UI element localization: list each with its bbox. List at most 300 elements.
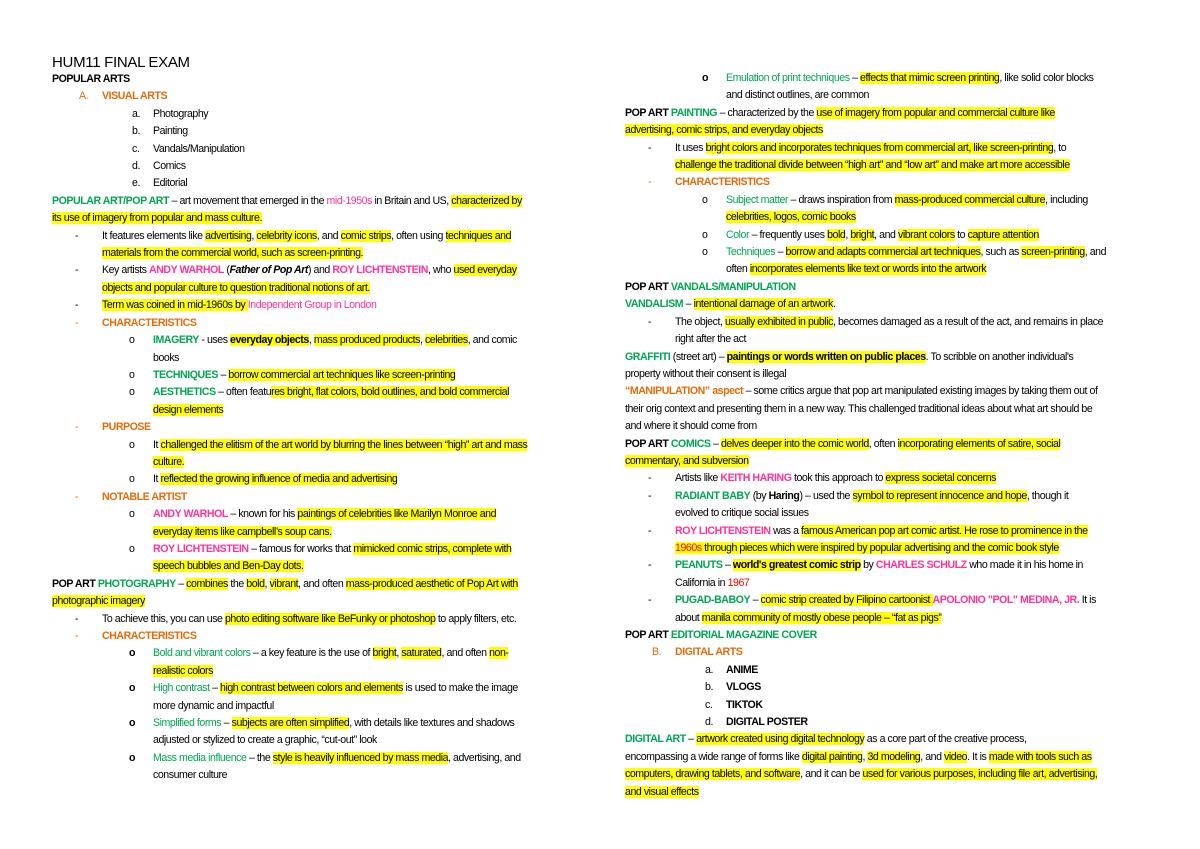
list-item <box>52 384 572 419</box>
list-marker: - <box>75 316 79 329</box>
list-marker: - <box>648 489 652 502</box>
text-line <box>675 488 1153 505</box>
text-run: EDITORIAL MAGAZINE COVER <box>670 629 817 641</box>
list-marker: - <box>648 559 652 572</box>
list-marker: o <box>129 717 136 730</box>
text-run: , and it can be <box>800 768 863 781</box>
text-run: challenged the elitism of the art world by blurring the lines between “high” art and mass <box>160 438 528 451</box>
text-run: POP ART <box>625 106 671 119</box>
list-item <box>52 437 572 472</box>
text-run: – <box>221 717 232 730</box>
text-line <box>52 193 572 210</box>
text-run: RADIANT BABY <box>675 489 751 502</box>
text-run: incorporating elements of satire, social <box>897 437 1061 450</box>
text-run: , often using <box>391 229 446 242</box>
text-run: objects and popular culture to question traditional notions of art. <box>102 281 370 294</box>
text-line <box>153 332 572 349</box>
list-marker: c. <box>132 142 140 155</box>
text-run: incorporates elements like text or words into the artwork <box>749 263 987 276</box>
list-marker: a. <box>132 107 140 120</box>
text-run: POP ART <box>625 280 671 293</box>
text-line <box>726 192 1153 209</box>
text-run: property without their consent is illegal <box>625 367 787 380</box>
text-run: – <box>722 559 733 572</box>
text-run: Subject matter <box>726 193 789 206</box>
text-run: is used to make the image <box>402 682 518 695</box>
text-run: its use of imagery from popular and mass culture. <box>52 212 262 225</box>
text-run: subjects are often simplified <box>231 717 350 730</box>
text-run: materials from the commercial world, such as screen-printing. <box>102 247 364 260</box>
list-marker: o <box>129 368 135 381</box>
text-run: (by <box>750 489 769 502</box>
text-run: , and often <box>298 577 346 590</box>
text-line <box>153 732 572 749</box>
list-item <box>52 123 572 140</box>
text-run: photo editing software like BeFunky or photoshop <box>224 612 436 625</box>
text-line <box>625 766 1153 783</box>
text-run: bold <box>827 228 846 241</box>
list-item <box>52 228 572 263</box>
text-line <box>675 470 1153 487</box>
text-line <box>102 88 572 105</box>
text-run: – famous for works that <box>248 542 354 555</box>
list-marker: e. <box>132 177 140 190</box>
list-item <box>52 332 572 367</box>
list-item <box>625 679 1153 696</box>
text-run: the <box>227 577 247 590</box>
list-item <box>625 662 1153 679</box>
list-item <box>52 262 572 297</box>
text-line <box>153 367 572 384</box>
text-run: It <box>153 473 161 486</box>
text-run: delves deeper into the comic world <box>720 437 869 450</box>
text-run: and visual effects <box>625 785 699 798</box>
list-item <box>625 314 1153 349</box>
text-run: ( <box>223 264 230 277</box>
text-line <box>102 628 572 645</box>
list-marker: o <box>129 647 136 660</box>
text-run: Term was coined in mid-1960s by <box>102 299 248 312</box>
text-run: , and <box>316 229 341 242</box>
list-marker: o <box>129 473 135 486</box>
list-item <box>625 470 1153 487</box>
text-run: , <box>308 334 314 347</box>
text-run: To achieve this, you can use <box>102 612 225 625</box>
text-line <box>675 174 1153 191</box>
text-line <box>625 122 1153 139</box>
text-run: NOTABLE ARTIST <box>102 490 187 503</box>
text-run: ) – used the <box>799 489 853 502</box>
text-line <box>153 524 572 541</box>
list-item <box>52 506 572 541</box>
text-run: Photography <box>153 107 209 120</box>
list-item <box>625 557 1153 592</box>
text-run: advertising, comic strips, and everyday objects <box>625 124 823 137</box>
list-item <box>625 488 1153 523</box>
text-run: . <box>832 298 836 311</box>
text-run: , to <box>1053 141 1067 154</box>
list-marker: o <box>129 682 136 695</box>
text-line <box>625 627 1153 644</box>
text-line <box>153 541 572 558</box>
list-item <box>52 315 572 332</box>
text-run: mass-produced aesthetic of Pop Art with <box>345 577 518 590</box>
paragraph <box>625 731 1153 801</box>
text-run: High contrast <box>153 682 210 695</box>
list-marker: - <box>75 490 79 503</box>
text-run: HUM11 FINAL EXAM <box>52 54 190 71</box>
text-run: advertising <box>205 229 252 242</box>
text-run: used everyday <box>453 264 517 277</box>
text-line <box>675 314 1153 331</box>
list-item <box>52 88 572 105</box>
text-run: – some critics argue that pop art manipulated existing images by taking them out of <box>743 385 1098 398</box>
text-line <box>153 558 572 575</box>
text-run: – <box>710 437 721 450</box>
text-run: VLOGS <box>726 681 761 694</box>
text-run: who made it in his home in <box>966 559 1083 572</box>
text-run: Color <box>726 228 750 241</box>
text-run: ) and <box>307 264 333 277</box>
text-run: POP ART <box>625 629 671 641</box>
text-run: TECHNIQUES <box>153 368 218 381</box>
list-marker: a. <box>705 663 713 676</box>
text-line <box>153 402 572 419</box>
text-line <box>675 540 1153 557</box>
text-run: world's greatest comic strip <box>732 559 861 572</box>
text-run: – often featu <box>215 386 272 399</box>
text-line <box>625 418 1153 435</box>
text-run: GRAFFITI <box>625 350 671 363</box>
text-run: – art movement that emerged in the <box>169 194 327 207</box>
text-line <box>726 209 1153 226</box>
text-run: – <box>175 577 187 590</box>
list-marker: o <box>702 246 708 259</box>
paragraph <box>625 279 1153 296</box>
text-run: , <box>264 577 270 590</box>
text-run: 3d modeling <box>867 750 921 763</box>
text-line <box>625 731 1153 748</box>
text-run: famous American pop art comic artist. He <box>801 524 980 537</box>
text-run: style is heavily influenced by mass media <box>272 751 449 764</box>
list-marker: A. <box>79 90 89 103</box>
list-marker: o <box>129 751 136 764</box>
text-line <box>675 140 1153 157</box>
list-marker: - <box>648 524 652 537</box>
text-line <box>625 366 1153 383</box>
text-run: It <box>153 438 161 451</box>
list-item <box>625 174 1153 191</box>
text-run: paintings or words written on public places <box>726 350 926 363</box>
list-item <box>52 297 572 314</box>
text-run: – <box>683 298 694 311</box>
paragraph <box>625 627 1153 644</box>
text-line <box>675 557 1153 574</box>
text-line <box>153 715 572 732</box>
text-run: intentional damage of an artwork <box>693 298 833 311</box>
paragraph <box>52 576 572 611</box>
text-run: , and often <box>441 647 490 660</box>
text-run: used for various purposes, including file art, advertising, <box>862 768 1098 781</box>
text-line <box>102 297 572 314</box>
text-run: non- <box>489 647 509 660</box>
text-line <box>153 350 572 367</box>
text-run: their orig context and presenting them in a new way. This challenged traditional ideas about what art should be <box>625 402 1093 415</box>
text-run: commentary, and subversion <box>625 454 749 467</box>
text-run: vibrant <box>269 577 299 590</box>
list-item <box>52 489 572 506</box>
text-run: techniques and <box>445 229 512 242</box>
text-line <box>102 315 572 332</box>
list-marker: b. <box>705 681 713 694</box>
text-line <box>153 471 572 488</box>
text-run: , <box>419 334 425 347</box>
text-run: VISUAL ARTS <box>102 90 168 103</box>
text-run: mimicked comic strips, complete with <box>353 542 512 555</box>
list-item <box>625 140 1153 175</box>
text-run: mass produced products <box>313 334 420 347</box>
text-run: celebrity icons <box>256 229 317 242</box>
paragraph <box>625 349 1153 384</box>
text-run: ANDY WARHOL <box>153 508 228 521</box>
text-run: through pieces which were inspired by popular advertising and the comic book style <box>701 541 1059 554</box>
text-run: VANDALS/MANIPULATION <box>670 280 796 293</box>
text-run: celebrities <box>424 334 468 347</box>
text-run: everyday objects <box>230 334 309 347</box>
text-run: CHARACTERISTICS <box>102 630 197 642</box>
text-run: – frequently uses <box>749 228 828 241</box>
text-run: books <box>153 351 180 364</box>
text-line <box>726 87 1153 104</box>
list-marker: o <box>129 386 135 399</box>
list-item <box>625 592 1153 627</box>
list-marker: - <box>648 176 652 189</box>
text-run: 1960s <box>675 541 702 554</box>
text-line <box>675 575 1153 592</box>
text-line <box>153 384 572 401</box>
text-line <box>675 592 1153 609</box>
text-run: Bold and vibrant colors <box>153 647 251 660</box>
text-line <box>726 261 1153 278</box>
paragraph <box>52 193 572 228</box>
text-run: Comics <box>153 160 186 173</box>
text-run: to apply filters, etc. <box>435 612 517 625</box>
text-run: AESTHETICS <box>153 386 216 399</box>
text-run: – known for his <box>227 508 298 521</box>
text-run: 1967 <box>727 576 750 589</box>
text-run: PHOTOGRAPHY <box>97 577 176 590</box>
text-run: Painting <box>153 125 188 138</box>
text-line <box>153 141 572 158</box>
text-run: ANDY WARHOL <box>149 264 224 277</box>
text-line <box>153 437 572 454</box>
text-run: borrow commercial art techniques like screen-printing <box>228 368 456 381</box>
list-item <box>625 697 1153 714</box>
list-item <box>52 471 572 488</box>
text-line <box>102 419 572 436</box>
document-title <box>52 54 572 71</box>
text-line <box>102 489 572 506</box>
text-run: - uses <box>198 334 231 347</box>
text-run: CHARACTERISTICS <box>102 316 197 329</box>
text-line <box>102 611 572 628</box>
text-run: digital painting <box>801 750 863 763</box>
text-run: VANDALISM <box>625 298 684 311</box>
text-run: as a core part of the creative process, <box>864 733 1027 746</box>
list-marker: - <box>75 630 79 642</box>
list-item <box>52 645 572 680</box>
text-line <box>625 279 1153 296</box>
text-run: ROY LICHTENSTEIN <box>153 542 249 555</box>
text-line <box>726 697 1153 714</box>
text-run: express societal concerns <box>885 472 997 485</box>
text-run: right after the act <box>675 333 746 346</box>
text-run: made with tools such as <box>988 750 1092 763</box>
text-run: PEANUTS <box>675 559 723 572</box>
text-line <box>726 227 1153 244</box>
text-run: challenge the traditional divide between “high art” and “low art” and make art more accessible <box>675 159 1070 172</box>
text-run: bright colors and incorporates techniques from commercial art, like screen-printing <box>705 141 1054 154</box>
text-run: bright <box>850 228 875 241</box>
text-run: – draws inspiration from <box>788 193 895 206</box>
list-marker: o <box>129 508 135 521</box>
list-marker: - <box>75 264 79 277</box>
text-run: Haring <box>768 489 800 502</box>
text-run: , with details like textures and shadows <box>349 717 515 730</box>
text-run: , though it <box>1026 489 1069 502</box>
text-run: characterized by <box>451 194 522 207</box>
text-line <box>153 175 572 192</box>
paragraph <box>625 383 1153 435</box>
text-line <box>52 54 572 71</box>
text-run: , <box>396 647 402 660</box>
text-run: – a key feature is the use of <box>250 647 373 660</box>
text-run: KEITH HARING <box>720 472 792 485</box>
list-item <box>625 244 1153 279</box>
text-run: speech bubbles and Ben-Day dots. <box>153 560 304 573</box>
list-item <box>52 628 572 645</box>
text-line <box>625 453 1153 470</box>
text-run: bright <box>372 647 397 660</box>
text-run: Editorial <box>153 177 188 190</box>
text-run: effects that mimic screen printing <box>860 72 1000 84</box>
text-line <box>52 576 572 593</box>
text-line <box>153 663 572 680</box>
paragraph <box>625 296 1153 313</box>
text-run: computers, drawing tablets, and software <box>625 768 801 781</box>
text-run: , and <box>920 750 945 763</box>
text-run: in Britain and US, <box>371 194 452 207</box>
text-run: Mass media influence <box>153 751 247 764</box>
text-line <box>726 714 1153 731</box>
text-line <box>153 106 572 123</box>
text-line <box>625 436 1153 453</box>
text-run: PURPOSE <box>102 421 151 434</box>
text-line <box>102 228 572 245</box>
list-item <box>625 714 1153 731</box>
text-run: – <box>849 72 861 84</box>
text-run: , <box>862 750 868 763</box>
text-run: reflected the growing influence of media and advertising <box>160 473 398 486</box>
text-line <box>102 245 572 262</box>
text-run: , like solid color blocks <box>999 72 1094 84</box>
list-marker: - <box>648 141 652 154</box>
text-run: mass-produced commercial culture <box>894 193 1046 206</box>
list-item <box>52 541 572 576</box>
text-run: res bright, flat colors, bold outlines, and bold commercial <box>271 386 509 399</box>
list-item <box>52 419 572 436</box>
text-run: realistic colors <box>153 664 213 677</box>
text-run: DIGITAL ART <box>625 733 686 746</box>
text-run: bold <box>246 577 265 590</box>
text-run: IMAGERY <box>153 334 199 347</box>
list-marker: d. <box>705 716 713 729</box>
text-run: POPULAR ARTS <box>52 73 130 85</box>
text-run: , and <box>1084 246 1107 259</box>
list-marker: o <box>129 542 135 555</box>
text-run: , and <box>874 228 898 241</box>
paragraph <box>52 71 572 88</box>
text-run: TIKTOK <box>726 698 763 711</box>
list-marker: - <box>75 299 79 312</box>
text-run: video <box>944 750 968 763</box>
list-item <box>52 141 572 158</box>
text-line <box>726 244 1153 261</box>
text-run: – <box>217 368 229 381</box>
right-column <box>625 70 1153 801</box>
text-run: took this approach to <box>791 472 886 485</box>
text-run: borrow and adapts commercial art techniques <box>785 246 981 259</box>
text-run: . It is <box>967 750 989 763</box>
text-run: APOLONIO "POL" MEDINA, JR. <box>932 594 1080 607</box>
paragraph <box>625 105 1153 140</box>
text-run: , <box>845 228 851 241</box>
text-run: combines <box>186 577 228 590</box>
text-run: comic strips <box>340 229 392 242</box>
text-run: , including <box>1045 193 1088 206</box>
text-line <box>153 123 572 140</box>
text-line <box>102 280 572 297</box>
list-marker: B. <box>652 646 662 659</box>
text-run: , who <box>427 264 454 277</box>
text-line <box>726 662 1153 679</box>
text-run: Independent Group in London <box>247 299 377 312</box>
text-line <box>625 349 1153 366</box>
text-run: COMICS <box>670 437 711 450</box>
text-run: encompassing a wide range of forms like <box>625 750 802 763</box>
list-item <box>52 611 572 628</box>
text-run: CHARACTERISTICS <box>675 176 770 189</box>
text-run: , becomes damaged as a result of the act, and remains in place <box>832 315 1104 328</box>
list-item <box>52 175 572 192</box>
list-marker: - <box>75 612 79 625</box>
text-run: . To scribble on another individual's <box>925 350 1074 363</box>
text-run: saturated <box>401 647 442 660</box>
text-line <box>625 296 1153 313</box>
text-line <box>675 523 1153 540</box>
text-run: artwork created using digital technology <box>696 733 865 746</box>
text-run: – <box>750 594 761 607</box>
text-run: The object, <box>675 315 725 328</box>
text-run: adjusted or stylized to create a graphic, “cut-out” look <box>153 734 377 747</box>
text-run: POPULAR ART/POP ART <box>52 194 170 207</box>
text-run: POP ART <box>52 577 98 590</box>
text-line <box>675 610 1153 627</box>
text-run: capture attention <box>967 228 1039 241</box>
text-line <box>625 401 1153 418</box>
list-marker: - <box>648 594 652 607</box>
text-run: POP ART <box>625 437 671 450</box>
